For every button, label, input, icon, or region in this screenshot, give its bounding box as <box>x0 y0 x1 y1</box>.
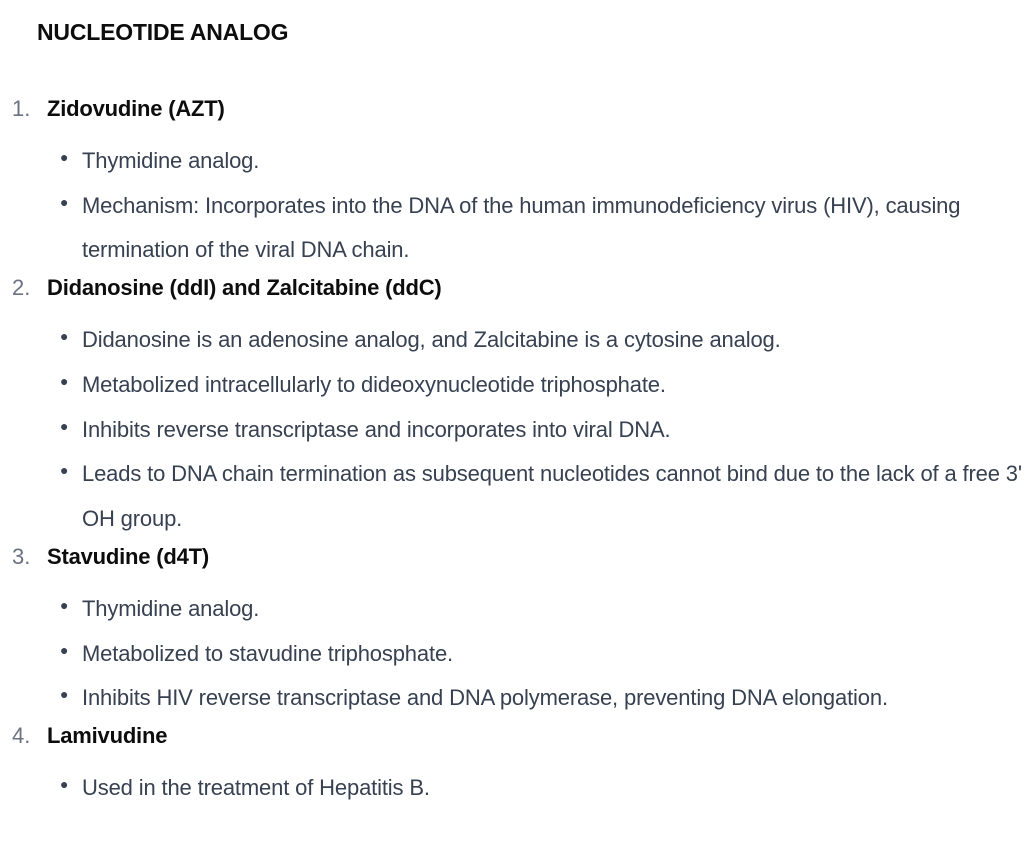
item-header <box>0 94 1032 139</box>
section-heading: NUCLEOTIDE ANALOG <box>37 19 289 45</box>
bullet-item <box>0 632 1032 677</box>
bullet-text: Inhibits HIV reverse transcriptase and DNA polymerase, preventing DNA elongation. <box>82 685 888 711</box>
bullet-icon: ● <box>60 372 69 389</box>
bullet-icon: ● <box>60 193 69 210</box>
bullet-item <box>0 139 1032 184</box>
bullet-icon: ● <box>60 327 69 344</box>
list-item-stavudine <box>0 542 1032 721</box>
list-item-zidovudine <box>0 94 1032 273</box>
bullet-item <box>0 318 1032 363</box>
drug-name: Didanosine (ddI) and Zalcitabine (ddC) <box>47 275 442 301</box>
bullet-icon: ● <box>60 686 69 703</box>
drug-name: Lamivudine <box>47 723 168 749</box>
item-number: 1. <box>12 96 31 121</box>
bullet-icon: ● <box>60 775 69 792</box>
list-item-didanosine-zalcitabine <box>0 273 1032 542</box>
drug-name: Zidovudine (AZT) <box>47 96 225 121</box>
item-header <box>0 542 1032 587</box>
drug-list <box>0 94 1032 811</box>
bullet-icon: ● <box>60 148 69 165</box>
bullet-text: Leads to DNA chain termination as subsequent nucleotides cannot bind due to the lack of a free 3' OH group. <box>82 461 1022 532</box>
drug-name: Stavudine (d4T) <box>47 543 210 569</box>
bullet-item <box>0 587 1032 632</box>
bullet-text: Inhibits reverse transcriptase and incorporates into viral DNA. <box>82 416 671 442</box>
bullet-item <box>0 184 962 274</box>
item-number: 4. <box>12 723 31 749</box>
bullet-icon: ● <box>60 596 69 613</box>
bullet-text: Thymidine analog. <box>82 595 260 621</box>
bullet-icon: ● <box>60 417 69 434</box>
item-header <box>0 721 1032 766</box>
item-number: 2. <box>12 275 31 301</box>
bullet-item <box>0 766 1032 811</box>
bullet-item <box>0 408 1032 453</box>
bullet-item <box>0 363 1032 408</box>
bullet-text: Didanosine is an adenosine analog, and Zalcitabine is a cytosine analog. <box>82 326 781 352</box>
bullet-text: Metabolized intracellularly to dideoxynucleotide triphosphate. <box>82 371 666 397</box>
list-item-lamivudine <box>0 721 1032 811</box>
bullet-item <box>0 452 1022 542</box>
item-header <box>0 273 1032 318</box>
item-number: 3. <box>12 543 31 569</box>
bullet-text: Thymidine analog. <box>82 147 260 173</box>
bullet-text: Mechanism: Incorporates into the DNA of the human immunodeficiency virus (HIV), causing termination of the viral DNA chain. <box>82 192 961 263</box>
bullet-text: Used in the treatment of Hepatitis B. <box>82 774 430 800</box>
bullet-icon: ● <box>60 641 69 658</box>
bullet-text: Metabolized to stavudine triphosphate. <box>82 640 453 666</box>
bullet-item <box>0 676 912 721</box>
bullet-icon: ● <box>60 462 69 479</box>
